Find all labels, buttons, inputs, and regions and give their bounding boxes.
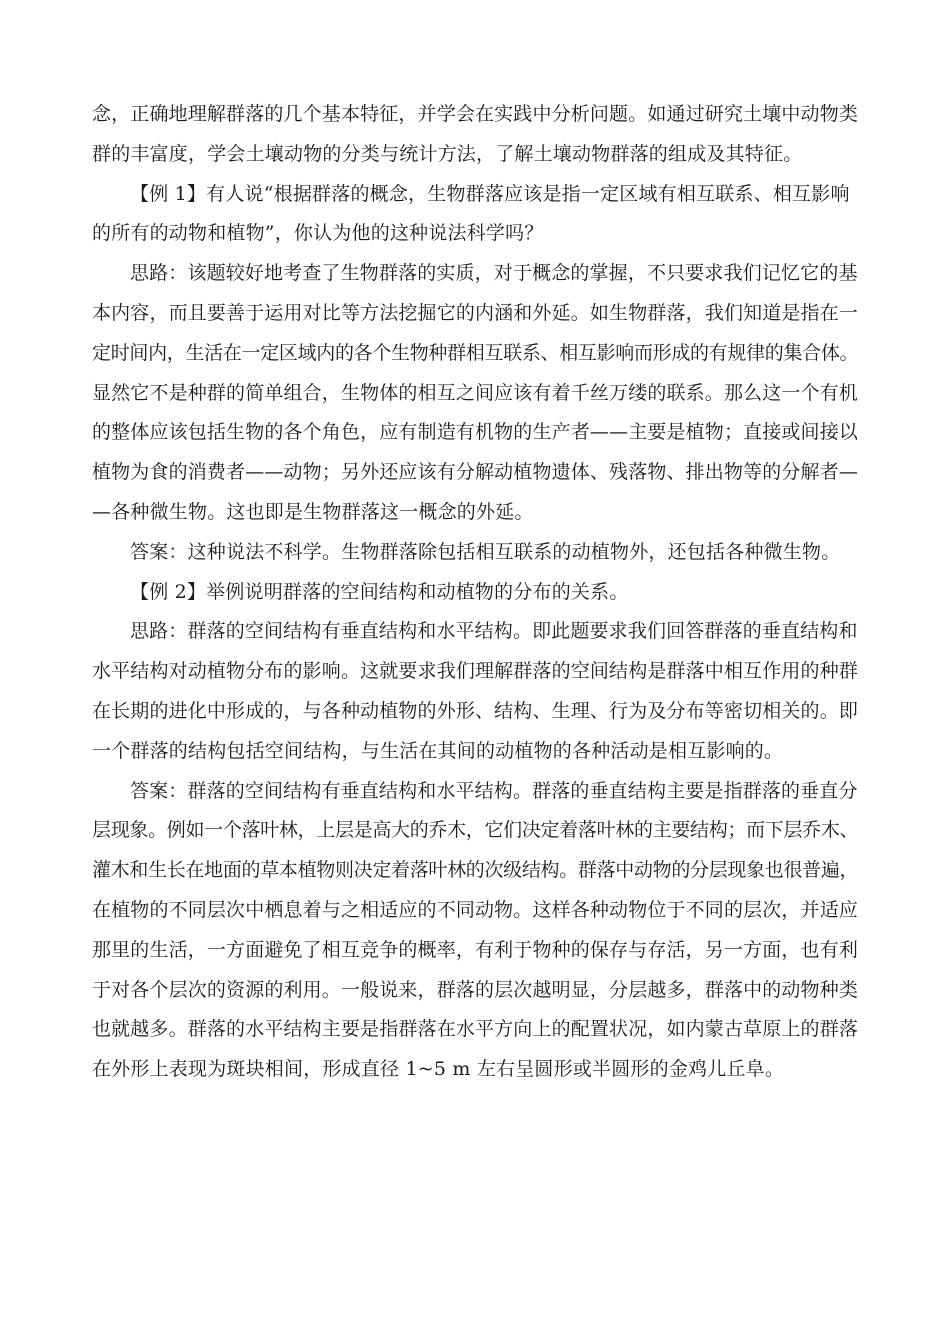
example-2-question: 【例 2】举例说明群落的空间结构和动植物的分布的关系。 <box>130 580 629 603</box>
text-line: 本内容，而且要善于运用对比等方法挖掘它的内涵和外延。如生物群落，我们知道是指在一 <box>92 301 859 324</box>
example-2-analysis: 思路：群落的空间结构有垂直结构和水平结构。即此题要求我们回答群落的垂直结构和 <box>130 620 858 643</box>
text-line: 那里的生活，一方面避免了相互竞争的概率，有利于物种的保存与存活，另一方面，也有利 <box>92 938 859 961</box>
example-1-question: 【例 1】有人说“根据群落的概念，生物群落应该是指一定区域有相互联系、相互影响 <box>130 182 850 205</box>
text-line: 群的丰富度，学会土壤动物的分类与统计方法，了解土壤动物群落的组成及其特征。 <box>92 142 803 165</box>
text-line: 于对各个层次的资源的利用。一般说来，群落的层次越明显，分层越多，群落中的动物种类 <box>92 978 859 1001</box>
text-line: 在外形上表现为斑块相间，形成直径 1~5 m 左右呈圆形或半圆形的金鸡儿丘阜。 <box>92 1058 785 1081</box>
text-line: 显然它不是种群的简单组合，生物体的相互之间应该有着千丝万缕的联系。那么这一个有机 <box>92 381 859 404</box>
text-line: 在长期的进化中形成的，与各种动植物的外形、结构、生理、行为及分布等密切相关的。即 <box>92 699 859 722</box>
document-body <box>92 95 858 1090</box>
text-line: 的所有的动物和植物”，你认为他的这种说法科学吗？ <box>92 222 544 245</box>
text-line: 层现象。例如一个落叶林，上层是高大的乔木，它们决定着落叶林的主要结构；而下层乔木、 <box>92 819 859 842</box>
example-2-answer: 答案：群落的空间结构有垂直结构和水平结构。群落的垂直结构主要是指群落的垂直分 <box>130 779 858 802</box>
example-1-answer: 答案：这种说法不科学。生物群落除包括相互联系的动植物外，还包括各种微生物。 <box>130 540 841 563</box>
text-line: 灌木和生长在地面的草本植物则决定着落叶林的次级结构。群落中动物的分层现象也很普遍， <box>92 859 859 882</box>
text-line: 也就越多。群落的水平结构主要是指群落在水平方向上的配置状况，如内蒙古草原上的群落 <box>92 1018 859 1041</box>
text-line: —各种微生物。这也即是生物群落这一概念的外延。 <box>92 500 534 523</box>
text-line: 的整体应该包括生物的各个角色，应有制造有机物的生产者——主要是植物；直接或间接以 <box>92 421 859 444</box>
text-line: 定时间内，生活在一定区域内的各个生物种群相互联系、相互影响而形成的有规律的集合体。 <box>92 341 859 364</box>
text-line: 念，正确地理解群落的几个基本特征，并学会在实践中分析问题。如通过研究土壤中动物类 <box>92 103 859 125</box>
example-1-analysis: 思路：该题较好地考查了生物群落的实质，对于概念的掌握，不只要求我们记忆它的基 <box>130 262 858 285</box>
text-line: 水平结构对动植物分布的影响。这就要求我们理解群落的空间结构是群落中相互作用的种群 <box>92 660 859 683</box>
text-line: 植物为食的消费者——动物；另外还应该有分解动植物遗体、残落物、排出物等的分解者— <box>92 461 859 484</box>
text-line: 在植物的不同层次中栖息着与之相适应的不同动物。这样各种动物位于不同的层次，并适应 <box>92 898 859 921</box>
text-line: 一个群落的结构包括空间结构，与生活在其间的动植物的各种活动是相互影响的。 <box>92 739 784 762</box>
